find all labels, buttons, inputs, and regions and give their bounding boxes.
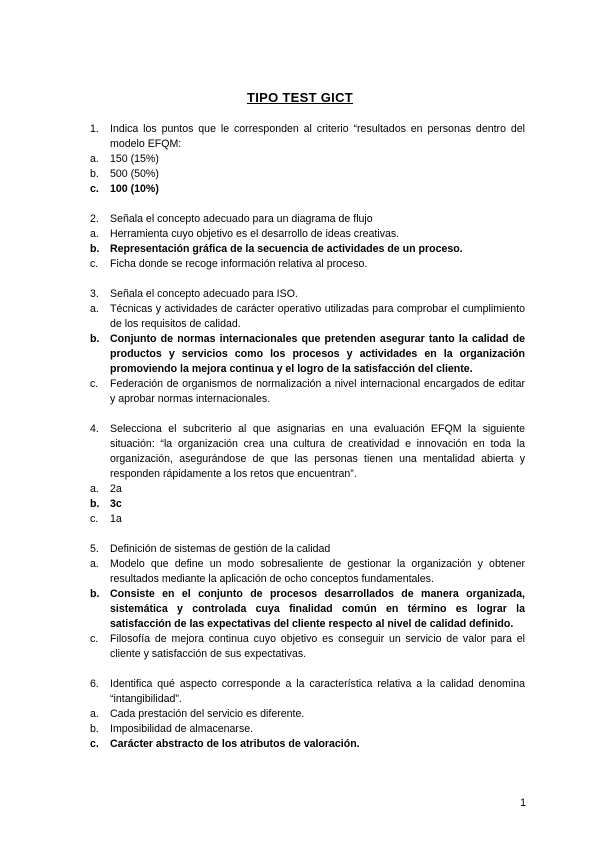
answer-option-correct <box>90 497 525 512</box>
answer-option <box>90 377 525 407</box>
option-text: Técnicas y actividades de carácter operativo utilizadas para comprobar el cumplimiento de los requisitos de calidad. <box>110 303 525 330</box>
answer-option <box>90 257 525 272</box>
option-letter: b. <box>90 498 100 510</box>
option-letter: b. <box>90 243 100 255</box>
answer-option <box>90 512 525 527</box>
answer-option <box>90 722 525 737</box>
option-letter: c. <box>90 378 99 390</box>
question-number: 1. <box>90 123 99 135</box>
question-number: 6. <box>90 678 99 690</box>
option-text: Representación gráfica de la secuencia de actividades de un proceso. <box>110 243 463 255</box>
answer-option-correct <box>90 182 525 197</box>
page-title: TIPO TEST GICT <box>246 90 354 105</box>
answer-option <box>90 167 525 182</box>
question-stem <box>90 287 525 302</box>
question-stem <box>90 122 525 152</box>
question-number: 2. <box>90 213 99 225</box>
option-letter: a. <box>90 558 99 570</box>
option-text: Herramienta cuyo objetivo es el desarrollo de ideas creativas. <box>110 228 400 240</box>
option-text: 2a <box>110 483 122 495</box>
answer-option-correct <box>90 332 525 377</box>
question-stem <box>90 542 525 557</box>
answer-option-correct <box>90 242 525 257</box>
option-text: Ficha donde se recoge información relativa al proceso. <box>110 258 368 270</box>
option-text: Modelo que define un modo sobresaliente de gestionar la organización y obtener resultados mediante la aplicación de ocho conceptos fundamentales. <box>110 558 525 585</box>
option-text: Federación de organismos de normalización a nivel internacional encargados de editar y aprobar normas internacionales. <box>110 378 525 405</box>
option-text: Imposibilidad de almacenarse. <box>110 723 254 735</box>
question-text: Indica los puntos que le corresponden al criterio “resultados en personas dentro del modelo EFQM: <box>110 123 525 150</box>
question-stem <box>90 422 525 482</box>
option-letter: b. <box>90 723 99 735</box>
question-text: Identifica qué aspecto corresponde a la característica relativa a la calidad denomina “intangibilidad”. <box>110 678 525 705</box>
option-letter: c. <box>90 513 99 525</box>
answer-option-correct <box>90 587 525 632</box>
option-letter: a. <box>90 303 99 315</box>
option-text: Filosofía de mejora continua cuyo objetivo es conseguir un servicio de valor para el cliente y satisfacción de sus expectativas. <box>110 633 525 660</box>
option-text: 3c <box>110 498 122 510</box>
option-letter: a. <box>90 708 99 720</box>
option-text: 1a <box>110 513 122 525</box>
question-list <box>90 122 525 767</box>
question-text: Señala el concepto adecuado para un diagrama de flujo <box>110 213 373 225</box>
question-number: 4. <box>90 423 99 435</box>
question-4 <box>90 422 525 527</box>
answer-option <box>90 227 525 242</box>
option-text: Carácter abstracto de los atributos de valoración. <box>110 738 360 750</box>
option-text: 150 (15%) <box>110 153 159 165</box>
question-stem <box>90 212 525 227</box>
option-letter: b. <box>90 588 100 600</box>
answer-option <box>90 152 525 167</box>
option-letter: a. <box>90 483 99 495</box>
option-letter: c. <box>90 738 99 750</box>
question-stem <box>90 677 525 707</box>
option-text: Consiste en el conjunto de procesos desarrollados de manera organizada, sistemática y controlada cuya finalidad común en término es lograr la satisfacción de las expectativas del cliente respecto al nivel de calidad definido. <box>110 588 525 630</box>
question-1 <box>90 122 525 197</box>
question-text: Definición de sistemas de gestión de la calidad <box>110 543 331 555</box>
answer-option <box>90 632 525 662</box>
question-text: Señala el concepto adecuado para ISO. <box>110 288 298 300</box>
answer-option <box>90 482 525 497</box>
option-text: 100 (10%) <box>110 183 159 195</box>
option-letter: c. <box>90 633 99 645</box>
answer-option-correct <box>90 737 525 752</box>
option-letter: b. <box>90 168 99 180</box>
question-2 <box>90 212 525 272</box>
answer-option <box>90 302 525 332</box>
question-number: 3. <box>90 288 99 300</box>
option-letter: c. <box>90 183 99 195</box>
option-letter: c. <box>90 258 99 270</box>
question-5 <box>90 542 525 662</box>
question-text: Selecciona el subcriterio al que asignarias en una evaluación EFQM la siguiente situación: “la organización crea una cultura de creatividad e innovación en toda la organización, asegurándose de que las personas tienen una mentalidad abierta y responden rápidamente a los retos que encuentran”. <box>110 423 525 480</box>
answer-option <box>90 707 525 722</box>
option-letter: a. <box>90 153 99 165</box>
question-6 <box>90 677 525 752</box>
option-text: Conjunto de normas internacionales que pretenden asegurar tanto la calidad de productos y servicios como los procesos y actividades en la organización promoviendo la mejora continua y el logro de la satisfacción del cliente. <box>110 333 525 375</box>
option-text: 500 (50%) <box>110 168 159 180</box>
question-3 <box>90 287 525 407</box>
option-letter: a. <box>90 228 99 240</box>
answer-option <box>90 557 525 587</box>
page-number: 1 <box>520 797 526 809</box>
question-number: 5. <box>90 543 99 555</box>
option-text: Cada prestación del servicio es diferente. <box>110 708 305 720</box>
option-letter: b. <box>90 333 100 345</box>
